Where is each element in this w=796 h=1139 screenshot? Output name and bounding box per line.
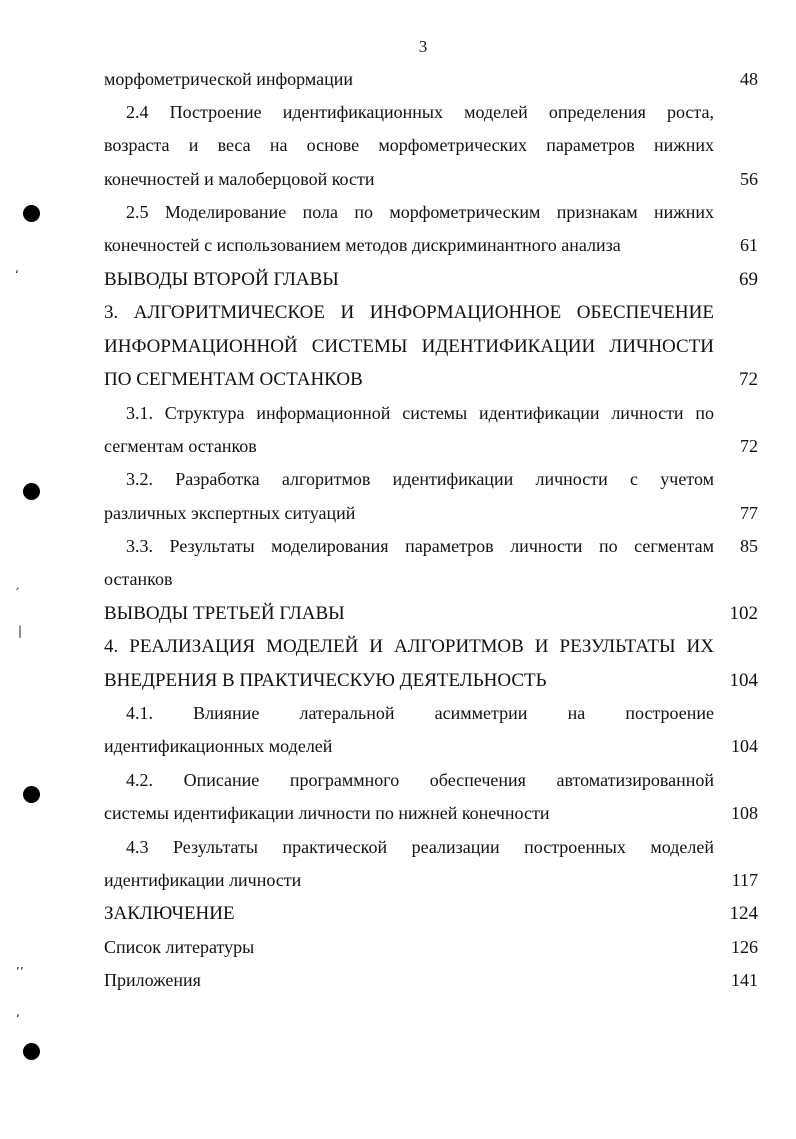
toc-entry-text: Список литературы — [104, 937, 255, 957]
toc-page-number: 85 — [740, 536, 758, 556]
toc-line — [104, 363, 758, 396]
toc-page-number: 72 — [740, 436, 758, 456]
toc-line — [104, 697, 758, 730]
binding-hole — [23, 1043, 40, 1060]
toc-line — [104, 530, 758, 563]
toc-entry-text: ВНЕДРЕНИЯ В ПРАКТИЧЕСКУЮ ДЕЯТЕЛЬНОСТЬ — [104, 670, 547, 691]
toc-line — [104, 63, 758, 96]
toc-entry-text: морфометрической информации — [104, 69, 354, 89]
toc-entry-text: возраста и веса на основе морфометрических параметров нижних — [104, 135, 714, 155]
binding-hole — [23, 205, 40, 222]
toc-line — [104, 296, 758, 329]
toc-line — [104, 630, 758, 663]
toc-page-number: 141 — [731, 970, 758, 990]
binding-hole — [23, 786, 40, 803]
toc-entry-text: 4.3 Результаты практической реализации построенных моделей — [126, 837, 714, 857]
binding-hole — [23, 483, 40, 500]
toc-page-number: 104 — [731, 736, 758, 756]
toc-entry-text: 3. АЛГОРИТМИЧЕСКОЕ И ИНФОРМАЦИОННОЕ ОБЕСПЕЧЕНИЕ — [104, 302, 714, 323]
toc-entry-text: 2.5 Моделирование пола по морфометрическим признакам нижних — [126, 202, 714, 222]
toc-entry-text: ВЫВОДЫ ТРЕТЬЕЙ ГЛАВЫ — [104, 603, 345, 624]
scan-speck: ’’ — [16, 965, 24, 979]
toc-page-number: 69 — [739, 269, 758, 290]
toc-entry-text: сегментам останков — [104, 436, 257, 456]
toc-entry-text: системы идентификации личности по нижней конечности — [104, 803, 550, 823]
toc-entry-text: 3.3. Результаты моделирования параметров личности по сегментам — [126, 536, 714, 556]
toc-entry-text: Приложения — [104, 970, 201, 990]
toc-line — [104, 330, 758, 363]
toc-entry-text: 2.4 Построение идентификационных моделей определения роста, — [126, 102, 714, 122]
toc-entry-text: 4.2. Описание программного обеспечения автоматизированной — [126, 770, 714, 790]
toc-line — [104, 263, 758, 296]
toc-line — [104, 563, 758, 596]
toc-page-number: 72 — [739, 369, 758, 390]
toc-line — [104, 831, 758, 864]
toc-entry-text: 4.1. Влияние латеральной асимметрии на построение — [126, 703, 714, 723]
toc-entry-text: различных экспертных ситуаций — [104, 503, 356, 523]
toc-entry-text: останков — [104, 569, 173, 589]
toc-line — [104, 497, 758, 530]
toc-page-number: 117 — [731, 870, 758, 890]
toc-line — [104, 797, 758, 830]
scan-speck: ‘ — [15, 268, 19, 282]
toc-entry-text: идентификации личности — [104, 870, 302, 890]
toc-page-number: 126 — [731, 937, 758, 957]
toc-line — [104, 730, 758, 763]
toc-line — [104, 964, 758, 997]
toc-line — [104, 931, 758, 964]
toc-line — [104, 163, 758, 196]
scan-speck: ˏ — [14, 576, 20, 590]
toc-entry-text: 3.2. Разработка алгоритмов идентификации личности с учетом — [126, 469, 714, 489]
toc-entry-text: конечностей и малоберцовой кости — [104, 169, 375, 189]
toc-line — [104, 229, 758, 262]
toc-line — [104, 764, 758, 797]
toc-page-number: 108 — [731, 803, 758, 823]
toc-entry-text: ПО СЕГМЕНТАМ ОСТАНКОВ — [104, 369, 363, 390]
toc-line — [104, 664, 758, 697]
toc-entry-text: ВЫВОДЫ ВТОРОЙ ГЛАВЫ — [104, 269, 339, 290]
toc-line — [104, 196, 758, 229]
toc-line — [104, 864, 758, 897]
toc-entry-text: конечностей с использованием методов дискриминантного анализа — [104, 235, 621, 255]
toc-line — [104, 463, 758, 496]
toc-entry-text: ИНФОРМАЦИОННОЙ СИСТЕМЫ ИДЕНТИФИКАЦИИ ЛИЧНОСТИ — [104, 336, 714, 357]
toc-line — [104, 597, 758, 630]
toc-page-number: 104 — [729, 670, 758, 691]
page-number: 3 — [418, 37, 428, 56]
toc-page-number: 102 — [729, 603, 758, 624]
toc-page-number: 61 — [740, 235, 758, 255]
toc-line — [104, 897, 758, 930]
toc-page-number: 56 — [740, 169, 758, 189]
toc-page-number: 48 — [740, 69, 758, 89]
scan-speck: | — [18, 624, 23, 638]
toc-line — [104, 397, 758, 430]
scan-speck: ‘ — [16, 1012, 20, 1026]
toc-entry-text: идентификационных моделей — [104, 736, 333, 756]
toc-entry-text: 3.1. Структура информационной системы идентификации личности по — [126, 403, 714, 423]
toc-line — [104, 96, 758, 129]
toc-page-number: 77 — [740, 503, 758, 523]
toc-line — [104, 430, 758, 463]
toc-page-number: 124 — [729, 903, 758, 924]
toc-entry-text: 4. РЕАЛИЗАЦИЯ МОДЕЛЕЙ И АЛГОРИТМОВ И РЕЗУЛЬТАТЫ ИХ — [104, 636, 714, 657]
toc-entry-text: ЗАКЛЮЧЕНИЕ — [104, 903, 235, 924]
toc-line — [104, 129, 758, 162]
